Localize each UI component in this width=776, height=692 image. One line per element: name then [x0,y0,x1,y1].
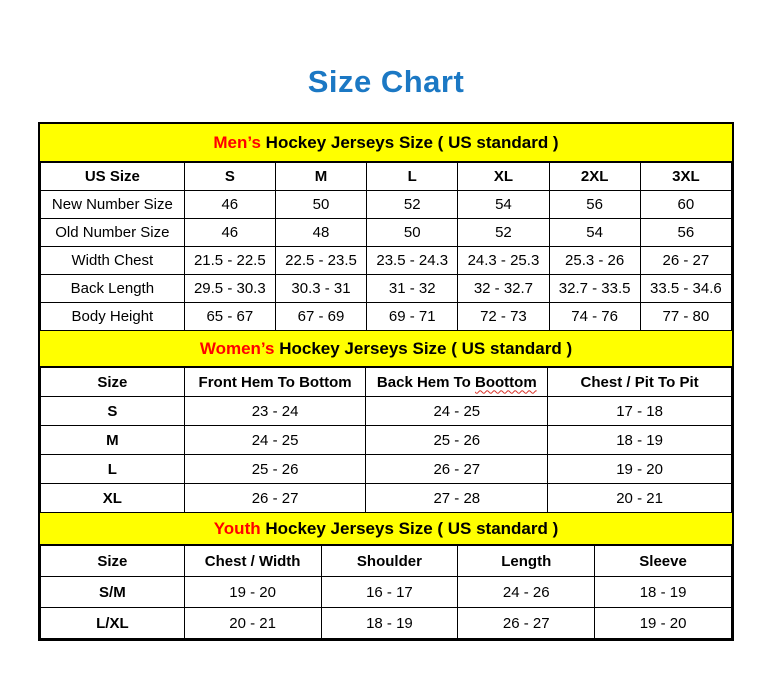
size-value-cell: 29.5 - 30.3 [184,275,275,303]
size-value-cell: 23.5 - 24.3 [367,247,458,275]
size-value-cell: 18 - 19 [548,426,732,455]
size-value-cell: 16 - 17 [321,577,458,608]
size-value-cell: 22.5 - 23.5 [275,247,366,275]
mens-size-table [40,162,732,331]
column-header: Sleeve [595,546,732,577]
size-value-cell: 60 [640,191,731,219]
row-label: XL [41,484,185,513]
size-value-cell: 46 [184,219,275,247]
table-row [41,455,732,484]
table-row [41,426,732,455]
row-label: L [41,455,185,484]
table-row [41,191,732,219]
womens-title-rest: Hockey Jerseys Size ( US standard ) [274,338,573,358]
size-value-cell: 26 - 27 [458,608,595,639]
row-label: Old Number Size [41,219,185,247]
size-value-cell: 65 - 67 [184,303,275,331]
youth-header-row [41,546,732,577]
size-value-cell: 74 - 76 [549,303,640,331]
mens-accent-word: Men’s [213,132,261,152]
mens-header-row [41,163,732,191]
column-header: L [367,163,458,191]
size-value-cell: 46 [184,191,275,219]
table-row [41,275,732,303]
size-value-cell: 24.3 - 25.3 [458,247,549,275]
column-header: US Size [41,163,185,191]
size-value-cell: 72 - 73 [458,303,549,331]
column-header: XL [458,163,549,191]
table-row [41,397,732,426]
size-value-cell: 54 [549,219,640,247]
size-value-cell: 17 - 18 [548,397,732,426]
column-header: Size [41,546,185,577]
youth-accent-word: Youth [213,518,261,538]
mens-section-title [40,124,732,162]
size-value-cell: 25 - 26 [366,426,548,455]
size-value-cell: 19 - 20 [595,608,732,639]
row-label: S [41,397,185,426]
row-label: New Number Size [41,191,185,219]
mens-title-rest: Hockey Jerseys Size ( US standard ) [260,132,559,152]
womens-accent-word: Women’s [199,338,275,358]
row-label: Body Height [41,303,185,331]
size-value-cell: 48 [275,219,366,247]
column-header: S [184,163,275,191]
womens-header-row [41,368,732,397]
row-label: Back Length [41,275,185,303]
size-value-cell: 50 [275,191,366,219]
column-header: Chest / Pit To Pit [548,368,732,397]
size-value-cell: 33.5 - 34.6 [640,275,731,303]
size-value-cell: 25 - 26 [184,455,366,484]
table-row [41,303,732,331]
size-value-cell: 26 - 27 [366,455,548,484]
size-value-cell: 23 - 24 [184,397,366,426]
column-header: M [275,163,366,191]
row-label: M [41,426,185,455]
size-value-cell: 26 - 27 [640,247,731,275]
column-header: Chest / Width [184,546,321,577]
table-row [41,219,732,247]
size-value-cell: 24 - 25 [184,426,366,455]
youth-size-table [40,545,732,639]
table-row [41,484,732,513]
youth-title-rest: Hockey Jerseys Size ( US standard ) [260,518,559,538]
size-value-cell: 69 - 71 [367,303,458,331]
youth-section-title [40,513,732,545]
size-value-cell: 30.3 - 31 [275,275,366,303]
size-value-cell: 56 [549,191,640,219]
column-header [366,368,548,397]
size-chart-table-group [38,122,734,641]
size-value-cell: 52 [458,219,549,247]
size-value-cell: 20 - 21 [548,484,732,513]
column-header: Length [458,546,595,577]
size-value-cell: 25.3 - 26 [549,247,640,275]
size-value-cell: 32 - 32.7 [458,275,549,303]
size-value-cell: 56 [640,219,731,247]
size-value-cell: 52 [367,191,458,219]
size-value-cell: 20 - 21 [184,608,321,639]
table-row [41,608,732,639]
womens-size-table [40,367,732,513]
table-row [41,577,732,608]
size-value-cell: 21.5 - 22.5 [184,247,275,275]
size-value-cell: 27 - 28 [366,484,548,513]
page-title: Size Chart [307,64,465,99]
table-row [41,247,732,275]
column-header-text: Back Hem To [376,373,476,391]
size-value-cell: 77 - 80 [640,303,731,331]
size-value-cell: 50 [367,219,458,247]
row-label: Width Chest [41,247,185,275]
size-value-cell: 24 - 25 [366,397,548,426]
size-value-cell: 67 - 69 [275,303,366,331]
column-header: Front Hem To Bottom [184,368,366,397]
size-value-cell: 32.7 - 33.5 [549,275,640,303]
column-header: 2XL [549,163,640,191]
column-header: 3XL [640,163,731,191]
size-value-cell: 18 - 19 [321,608,458,639]
size-value-cell: 54 [458,191,549,219]
size-value-cell: 19 - 20 [548,455,732,484]
size-value-cell: 24 - 26 [458,577,595,608]
row-label: L/XL [41,608,185,639]
column-header: Size [41,368,185,397]
row-label: S/M [41,577,185,608]
size-value-cell: 31 - 32 [367,275,458,303]
column-header: Shoulder [321,546,458,577]
spellcheck-typo-word: Boottom [475,373,537,391]
size-value-cell: 18 - 19 [595,577,732,608]
size-value-cell: 19 - 20 [184,577,321,608]
size-value-cell: 26 - 27 [184,484,366,513]
womens-section-title [40,331,732,367]
